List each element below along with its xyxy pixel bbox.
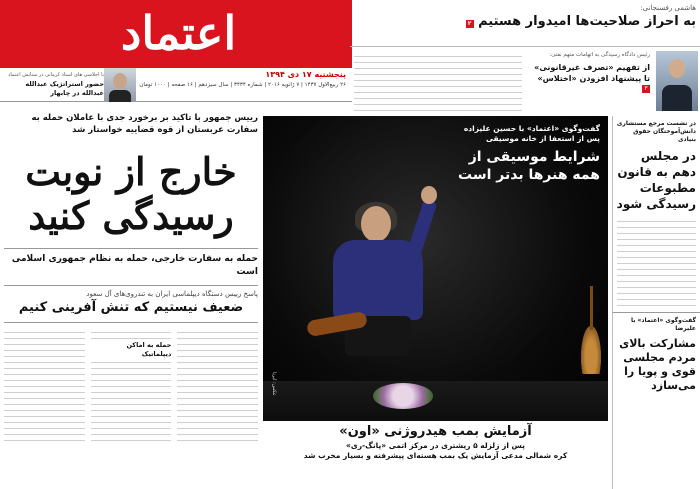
right-body	[617, 216, 696, 306]
masthead-info	[0, 68, 352, 102]
inline-heading: حمله به اماکن دیپلماتیک	[91, 341, 172, 359]
judge-photo	[656, 51, 698, 111]
right-kicker: در نشست مرجع مستشاری دانش‌آموختگان حقوق بنیادی	[616, 120, 696, 143]
page-badge: ۲	[466, 20, 474, 28]
sub-kicker: پاسخ رییس دستگاه دیپلماسی ایران به تندروی‌های آل سعود	[4, 285, 258, 299]
flower-bouquet	[373, 383, 433, 409]
main-lead: رییس جمهور با تاکید بر برخورد جدی با عاملان حمله به سفارت عربستان از قوه قضاییه خواستار شد	[31, 113, 258, 135]
photo-kicker: گفت‌وگوی «اعتماد» با حسین علیزاده پس از استعفا از خانه موسیقی	[463, 124, 600, 143]
strip-story[interactable]	[530, 51, 650, 93]
top-kicker: هاشمی رفسنجانی:	[640, 4, 696, 12]
bottom-sub-1: پس از زلزله ۵ ریشتری در مرکز اتمی «پانگ-ری»	[346, 441, 525, 450]
masthead-side-kicker: با اجلاسی های استاد کرمانی در ستایش اعتماد	[8, 72, 104, 78]
masthead	[0, 0, 352, 68]
main-headline[interactable]: خارج از نوبت رسیدگی کنید	[25, 149, 237, 238]
right-box-kicker: گفت‌وگوی «اعتماد» با علیرضا	[630, 317, 696, 332]
issue-date: پنجشنبه ۱۷ دی ۱۳۹۴	[265, 70, 346, 79]
strip-kicker: رئیس دادگاه رسیدگی به اتهامات متهم نفتی:	[549, 52, 650, 58]
top-headline[interactable]	[356, 4, 696, 29]
strip-title: از تفهیم «تصرف غیرقانونی» تا پیشنهاد افزودن «اختلاس»	[534, 63, 650, 83]
issue-meta: ۲۶ ربیع‌الاول ۱۴۳۷ | ۷ ژانویه ۲۰۱۶ | شماره ۳۴۳۴ | سال سیزدهم | ۱۶ صفحه | ۱۰۰۰ تومان	[139, 82, 346, 88]
story-strip	[350, 46, 700, 114]
sub-headline[interactable]: ضعیف نیستیم که تنش آفرینی کنیم	[18, 300, 244, 315]
right-box-headline: مشارکت بالای مردم مجلسی قوی و پویا را می‌سازد	[619, 337, 696, 392]
body-column	[4, 327, 85, 445]
bottom-story[interactable]	[263, 423, 608, 461]
top-title: به احراز صلاحیت‌ها امیدوار هستیم	[478, 14, 696, 29]
right-headline[interactable]: در مجلس دهم به قانون مطبوعات رسیدگی شود	[616, 149, 696, 211]
main-story	[4, 112, 258, 445]
main-body	[4, 322, 258, 445]
tar-on-stand	[581, 326, 601, 374]
main-photo[interactable]	[263, 116, 608, 421]
masthead-side-story[interactable]	[4, 71, 104, 98]
strip-badge: ۳	[642, 85, 650, 93]
stage-floor	[263, 381, 608, 421]
musician-figure	[333, 206, 423, 356]
right-box[interactable]	[613, 312, 700, 393]
right-column	[612, 116, 700, 489]
bottom-sub-2: کره شمالی مدعی آزمایش یک بمب هسته‌ای پیشرفته و بسیار مخرب شد	[303, 451, 568, 460]
main-deck: حمله به سفارت خارجی، حمله به نظام جمهوری اسلامی است	[4, 248, 258, 279]
bottom-headline: آزمایش بمب هیدروژنی «اون»	[339, 424, 532, 439]
newspaper-logo: اعتماد	[120, 6, 237, 60]
masthead-side-title: حضور استراتژیک عبدالله عبدالله در چابهار	[25, 80, 104, 97]
body-column	[177, 327, 258, 445]
photo-overlay-text	[450, 124, 600, 184]
body-column	[91, 327, 172, 445]
photo-caption: عکس: ایرنا	[271, 372, 277, 396]
strip-body-text	[354, 51, 522, 111]
abdullah-photo	[104, 68, 136, 102]
photo-headline: شرایط موسیقی از همه هنرها بدتر است	[458, 149, 600, 183]
